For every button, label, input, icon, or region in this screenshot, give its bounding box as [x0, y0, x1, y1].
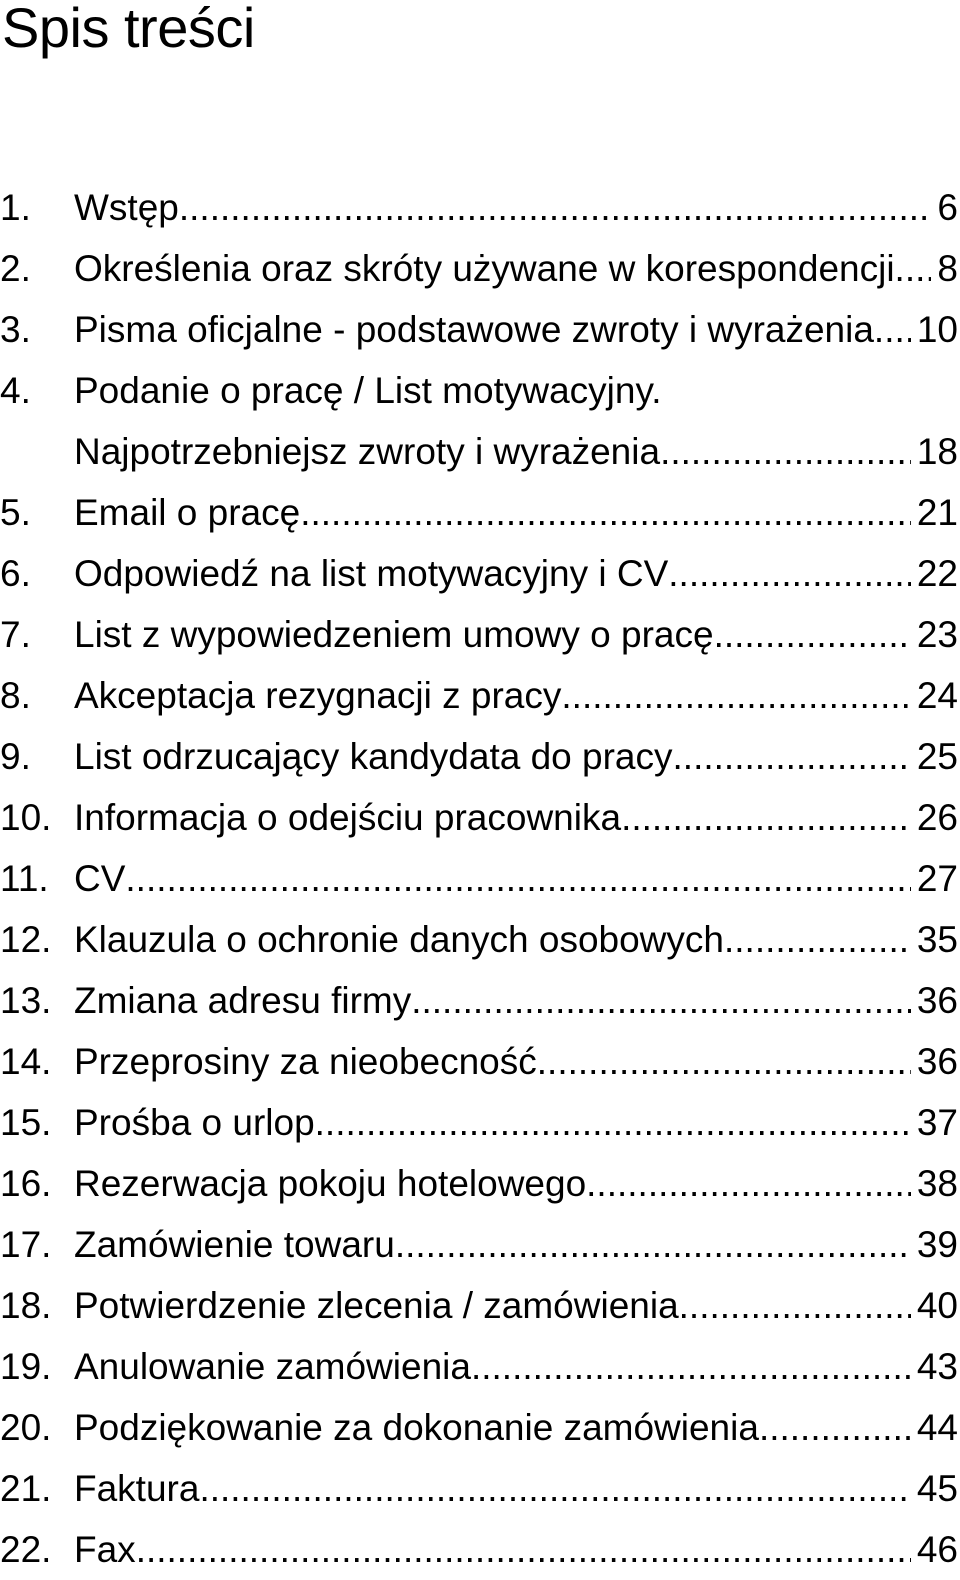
- toc-entry[interactable]: [0, 970, 958, 1031]
- toc-entry-title: Zamówienie towaru: [74, 1224, 395, 1265]
- toc-leader-dots: [411, 970, 911, 1031]
- toc-leader-dots: [884, 299, 911, 360]
- toc-entry-number: 7.: [0, 614, 31, 655]
- toc-entry[interactable]: [0, 726, 958, 787]
- toc-entry-page: 8: [937, 248, 958, 289]
- toc-entry[interactable]: [0, 848, 958, 909]
- toc-entry-number: 16.: [0, 1163, 52, 1204]
- toc-entry-title: List odrzucający kandydata do pracy: [74, 736, 673, 777]
- toc-entry[interactable]: [0, 787, 958, 848]
- toc-entry-title: Pisma oficjalne - podstawowe zwroty i wyrażenia.: [74, 309, 885, 350]
- toc-entry-number: 2.: [0, 248, 31, 289]
- toc-entry[interactable]: [0, 299, 958, 360]
- toc-leader-dots: [199, 1458, 910, 1519]
- toc-leader-dots: [471, 1336, 911, 1397]
- toc-entry-page: 36: [916, 1041, 958, 1082]
- toc-entry[interactable]: [0, 543, 958, 604]
- toc-entry-number: 4.: [0, 370, 31, 411]
- toc-entry-number: 11.: [0, 858, 49, 899]
- toc-entry[interactable]: [0, 177, 958, 238]
- toc-leader-dots: [561, 665, 910, 726]
- toc-leader-dots: [179, 177, 932, 238]
- toc-leader-dots: [724, 909, 911, 970]
- toc-entry[interactable]: [0, 238, 958, 299]
- toc-entry-title: Potwierdzenie zlecenia / zamówienia: [74, 1285, 679, 1326]
- toc-entry-number: 22.: [0, 1529, 52, 1570]
- toc-entry-title-line: [74, 1458, 958, 1519]
- toc-entry-number: 10.: [0, 797, 52, 838]
- toc-entry-number: 20.: [0, 1407, 52, 1448]
- toc-entry-page: 39: [916, 1224, 958, 1265]
- toc-leader-dots: [125, 848, 910, 909]
- toc-entry-title-block: [74, 360, 958, 482]
- toc-entry-title-line: [74, 1153, 958, 1214]
- toc-leader-dots: [673, 726, 911, 787]
- toc-entry-page: 21: [916, 492, 958, 533]
- toc-entry-title-line: [74, 177, 958, 238]
- toc-entry-page: 10: [916, 309, 958, 350]
- toc-entry-title: Informacja o odejściu pracownika: [74, 797, 622, 838]
- toc-entry-number: 6.: [0, 553, 31, 594]
- toc-entry-title-line: [74, 299, 958, 360]
- toc-entry[interactable]: [0, 665, 958, 726]
- toc-entry-title: Odpowiedź na list motywacyjny i CV: [74, 553, 669, 594]
- toc-entry-title-line: [74, 665, 958, 726]
- toc-entry-title-line: [74, 726, 958, 787]
- table-of-contents: [0, 177, 958, 1580]
- toc-entry-page: 27: [916, 858, 958, 899]
- toc-entry-title: Przeprosiny za nieobecność: [74, 1041, 537, 1082]
- toc-entry-title-line: [74, 543, 958, 604]
- toc-entry[interactable]: [0, 1458, 958, 1519]
- toc-leader-dots: [668, 543, 911, 604]
- toc-entry-title: Określenia oraz skróty używane w korespondencji.: [74, 248, 905, 289]
- toc-entry-title-line: [74, 909, 958, 970]
- toc-entry-title: Klauzula o ochronie danych osobowych: [74, 919, 724, 960]
- toc-entry-number: 17.: [0, 1224, 52, 1265]
- toc-entry-number: 5.: [0, 492, 31, 533]
- toc-entry-title-line: [74, 1519, 958, 1580]
- toc-entry[interactable]: [0, 482, 958, 543]
- toc-entry[interactable]: [0, 360, 958, 482]
- toc-entry-number: 15.: [0, 1102, 52, 1143]
- toc-entry-number: 8.: [0, 675, 31, 716]
- toc-entry-title-line: [74, 848, 958, 909]
- toc-entry-number: 3.: [0, 309, 31, 350]
- toc-entry-title: CV: [74, 858, 126, 899]
- toc-entry[interactable]: [0, 1214, 958, 1275]
- toc-entry-title: Rezerwacja pokoju hotelowego: [74, 1163, 587, 1204]
- toc-leader-dots: [679, 1275, 911, 1336]
- toc-entry-title-line: [74, 1214, 958, 1275]
- toc-entry-page: 46: [916, 1529, 958, 1570]
- toc-leader-dots: [621, 787, 911, 848]
- toc-entry-title-line: [74, 1031, 958, 1092]
- toc-entry-title: List z wypowiedzeniem umowy o pracę: [74, 614, 714, 655]
- toc-entry-page: 24: [916, 675, 958, 716]
- toc-entry-title-line: [74, 1092, 958, 1153]
- toc-entry-page: 22: [916, 553, 958, 594]
- page-title: Spis treści: [2, 0, 255, 59]
- toc-entry[interactable]: [0, 1275, 958, 1336]
- toc-entry-page: 37: [916, 1102, 958, 1143]
- toc-entry-title: Prośba o urlop: [74, 1102, 315, 1143]
- toc-entry[interactable]: [0, 1031, 958, 1092]
- toc-entry-page: 6: [937, 187, 958, 228]
- toc-entry-page: 43: [916, 1346, 958, 1387]
- toc-leader-dots: [300, 482, 911, 543]
- toc-entry-page: 18: [916, 431, 958, 472]
- toc-entry-title-line: [74, 238, 958, 299]
- toc-entry[interactable]: [0, 1092, 958, 1153]
- toc-entry[interactable]: [0, 604, 958, 665]
- toc-leader-dots: [136, 1519, 911, 1580]
- toc-leader-dots: [759, 1397, 911, 1458]
- toc-entry-title-line: [74, 1336, 958, 1397]
- toc-entry-page: 35: [916, 919, 958, 960]
- toc-entry-title: Zmiana adresu firmy: [74, 980, 412, 1021]
- toc-entry-page: 26: [916, 797, 958, 838]
- toc-leader-dots: [537, 1031, 911, 1092]
- toc-entry-title-line: [74, 970, 958, 1031]
- toc-entry-page: 25: [916, 736, 958, 777]
- toc-entry-page: 38: [916, 1163, 958, 1204]
- toc-entry-title: Email o pracę: [74, 492, 301, 533]
- toc-entry[interactable]: [0, 1397, 958, 1458]
- toc-entry[interactable]: [0, 1336, 958, 1397]
- toc-entry-title-line: [74, 1397, 958, 1458]
- toc-entry-title: Akceptacja rezygnacji z pracy: [74, 675, 562, 716]
- toc-entry-title-line: [74, 421, 958, 482]
- toc-leader-dots: [714, 604, 911, 665]
- toc-entry-title-continued: Najpotrzebniejsz zwroty i wyrażenia: [74, 431, 661, 472]
- toc-entry-title: Faktura: [74, 1468, 200, 1509]
- toc-entry-number: 12.: [0, 919, 52, 960]
- toc-entry-title-line: [74, 1275, 958, 1336]
- toc-entry-number: 9.: [0, 736, 31, 777]
- toc-entry-number: 13.: [0, 980, 52, 1021]
- toc-entry-title: Anulowanie zamówienia: [74, 1346, 471, 1387]
- toc-entry-page: 45: [916, 1468, 958, 1509]
- toc-leader-dots: [315, 1092, 911, 1153]
- toc-entry-title-line: [74, 482, 958, 543]
- toc-entry-title: Podziękowanie za dokonanie zamówienia: [74, 1407, 759, 1448]
- toc-entry-title: Podanie o pracę / List motywacyjny.: [74, 370, 662, 411]
- toc-leader-dots: [586, 1153, 911, 1214]
- toc-entry[interactable]: [0, 1153, 958, 1214]
- toc-entry-title-line: [74, 787, 958, 848]
- toc-entry-page: 44: [916, 1407, 958, 1448]
- toc-entry-number: 1.: [0, 187, 31, 228]
- toc-entry-page: 40: [916, 1285, 958, 1326]
- toc-entry-number: 21.: [0, 1468, 52, 1509]
- toc-entry-number: 18.: [0, 1285, 52, 1326]
- toc-entry-number: 19.: [0, 1346, 52, 1387]
- toc-entry[interactable]: [0, 1519, 958, 1580]
- toc-entry-title-line: [74, 604, 958, 665]
- toc-entry[interactable]: [0, 909, 958, 970]
- toc-entry-number: 14.: [0, 1041, 52, 1082]
- toc-leader-dots: [395, 1214, 911, 1275]
- toc-leader-dots: [660, 421, 911, 482]
- toc-entry-title: Wstęp: [74, 187, 179, 228]
- toc-entry-page: 23: [916, 614, 958, 655]
- toc-entry-title: Fax: [74, 1529, 136, 1570]
- toc-leader-dots: [905, 238, 932, 299]
- toc-entry-page: 36: [916, 980, 958, 1021]
